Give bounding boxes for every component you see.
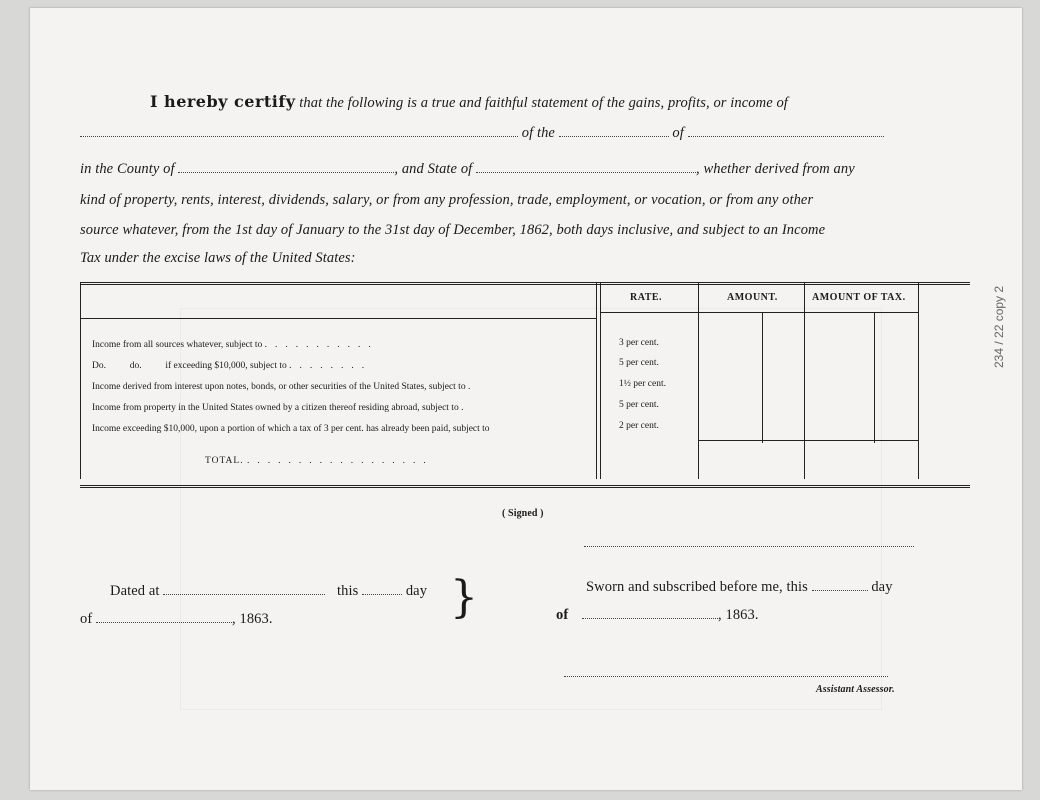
- state-blank[interactable]: [476, 160, 696, 173]
- row-1-rate: 3 per cent.: [619, 338, 659, 348]
- of-the-label: of the: [521, 125, 555, 141]
- dated-of-label: of: [80, 611, 93, 627]
- tax-line: Tax under the excise laws of the United States:: [80, 250, 356, 266]
- archive-stamp: 234 / 22 copy 2: [992, 285, 1006, 368]
- table-divider-amount-cents: [762, 313, 763, 443]
- assessor-line[interactable]: [564, 664, 888, 682]
- dated-day-label: day: [405, 583, 428, 599]
- of-blank[interactable]: [688, 124, 884, 137]
- subtotal-rule: [698, 440, 918, 441]
- name-blank[interactable]: [80, 124, 518, 137]
- dated-at-blank[interactable]: [163, 582, 325, 595]
- county-line: [80, 160, 855, 178]
- sworn-day-label: day: [871, 579, 893, 595]
- table-row-5: [92, 424, 490, 434]
- dated-year: , 1863.: [232, 611, 273, 627]
- row-2-rate: 5 per cent.: [619, 358, 659, 368]
- dated-of-line: [80, 610, 273, 628]
- dated-at-label: Dated at: [110, 583, 160, 599]
- name-line: [80, 124, 884, 142]
- assessor-blank[interactable]: [564, 664, 888, 677]
- table-row-1: Income from all sources whatever, subject to ...........: [92, 340, 379, 350]
- table-row-3: Income derived from interest upon notes, bonds, or other securities of the United States, subject to .: [92, 382, 479, 392]
- row-5-rate: 2 per cent.: [619, 421, 659, 431]
- state-label: , and State of: [394, 161, 473, 177]
- table-right-border: [918, 282, 919, 479]
- table-divider-1: [596, 282, 597, 479]
- property-line: kind of property, rents, interest, dividends, salary, or from any profession, trade, employment, or vocation, or from any other: [80, 192, 814, 208]
- rate-header: RATE.: [630, 292, 663, 303]
- row-4-rate: 5 per cent.: [619, 400, 659, 410]
- table-divider-tax-cents: [874, 313, 875, 443]
- row-1-label: Income from all sources whatever, subject to: [92, 340, 263, 350]
- sworn-day-blank[interactable]: [812, 578, 868, 591]
- signature-blank[interactable]: [584, 534, 914, 547]
- table-left-border: [80, 282, 81, 479]
- sworn-month-blank[interactable]: [582, 606, 718, 619]
- dated-day-blank[interactable]: [362, 582, 402, 595]
- signed-label: ( Signed ): [502, 508, 544, 519]
- dated-line: [110, 582, 427, 600]
- row-2-label: Do. do. if exceeding $10,000, subject to: [92, 361, 287, 371]
- amount-header: AMOUNT.: [727, 292, 778, 303]
- amount-of-tax-header: AMOUNT OF TAX.: [812, 292, 906, 303]
- row-4-label: Income from property in the United States owned by a citizen thereof residing abroad, subject to: [92, 403, 459, 413]
- table-row-4: Income from property in the United States owned by a citizen thereof residing abroad, subject to .: [92, 403, 472, 413]
- source-line: source whatever, from the 1st day of January to the 31st day of December, 1862, both days inclusive, and subject to an Income: [80, 222, 826, 238]
- sworn-text: Sworn and subscribed before me, this: [586, 579, 808, 595]
- total-row: TOTAL. ..................: [205, 456, 434, 466]
- brace-glyph: }: [450, 572, 478, 623]
- signature-line[interactable]: [584, 534, 914, 552]
- of-label: of: [672, 125, 684, 141]
- certify-text: that the following is a true and faithful statement of the gains, profits, or income of: [299, 95, 788, 111]
- county-label: in the County of: [80, 161, 175, 177]
- dated-this-label: this: [336, 583, 359, 599]
- derived-label: , whether derived from any: [696, 161, 855, 177]
- sworn-of-label: of: [556, 607, 569, 623]
- row-3-rate: 1½ per cent.: [619, 379, 666, 389]
- county-blank[interactable]: [178, 160, 394, 173]
- row-5-label: Income exceeding $10,000, upon a portion of which a tax of 3 per cent. has already been paid, subject to: [92, 424, 490, 434]
- certify-line: [150, 92, 788, 112]
- of-the-blank[interactable]: [559, 124, 669, 137]
- sworn-of-line: [556, 606, 759, 624]
- assessor-label: Assistant Assessor.: [816, 684, 895, 695]
- certify-opening: I hereby certify: [150, 92, 296, 111]
- sworn-year: , 1863.: [718, 607, 759, 623]
- form-sheet: [30, 8, 1022, 790]
- label-rule: [80, 318, 596, 319]
- sworn-line: [586, 578, 893, 596]
- header-rule: [600, 312, 918, 313]
- dated-month-blank[interactable]: [96, 610, 232, 623]
- total-label: TOTAL: [205, 456, 241, 466]
- row-3-label: Income derived from interest upon notes, bonds, or other securities of the United States, subject to: [92, 382, 466, 392]
- table-row-2: Do. do. if exceeding $10,000, subject to ........: [92, 361, 373, 371]
